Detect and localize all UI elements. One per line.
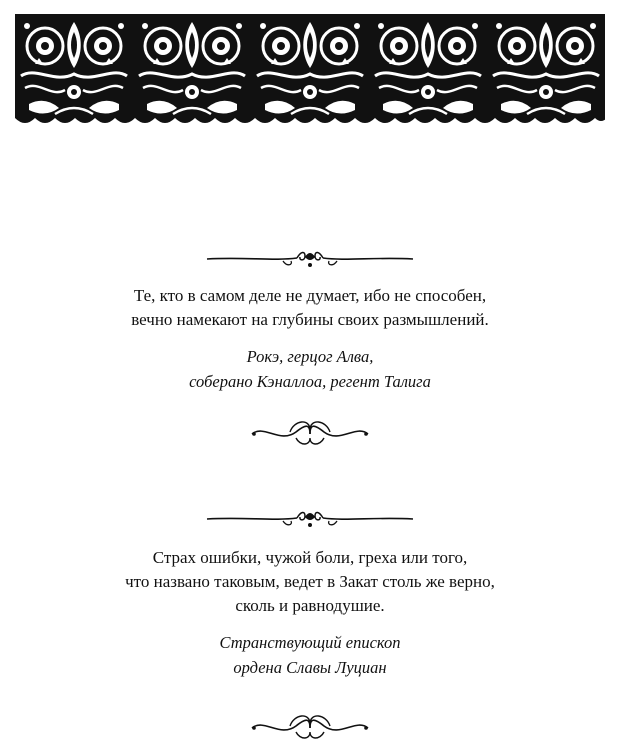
attribution-line: ордена Славы Луциан	[233, 658, 387, 677]
epigraph-2	[0, 546, 620, 680]
epigraph-2-attribution	[0, 630, 620, 680]
epigraph-line: Те, кто в самом деле не думает, ибо не способен,	[133, 286, 487, 305]
epigraph-line: вечно намекают на глубины своих размышлений.	[131, 310, 489, 329]
flourish-top-divider-1	[0, 243, 620, 273]
epigraph-line: Страх ошибки, чужой боли, греха или того,	[152, 548, 468, 567]
epigraph-1-attribution	[0, 344, 620, 394]
epigraph-2-text	[0, 546, 620, 618]
flourish-bottom-divider-2	[0, 710, 620, 744]
epigraph-line: что названо таковым, ведет в Закат столь же верно,	[125, 572, 495, 591]
flourish-bottom-divider-1	[0, 416, 620, 450]
epigraph-line: сколь и равнодушие.	[235, 596, 385, 615]
attribution-line: Странствующий епископ	[219, 633, 401, 652]
ornamental-border	[15, 14, 607, 128]
attribution-line: соберано Кэналлоа, регент Талига	[189, 372, 431, 391]
epigraph-1-text	[0, 284, 620, 332]
attribution-line: Рокэ, герцог Алва,	[246, 347, 374, 366]
flourish-top-divider-2	[0, 503, 620, 533]
epigraph-1	[0, 284, 620, 394]
